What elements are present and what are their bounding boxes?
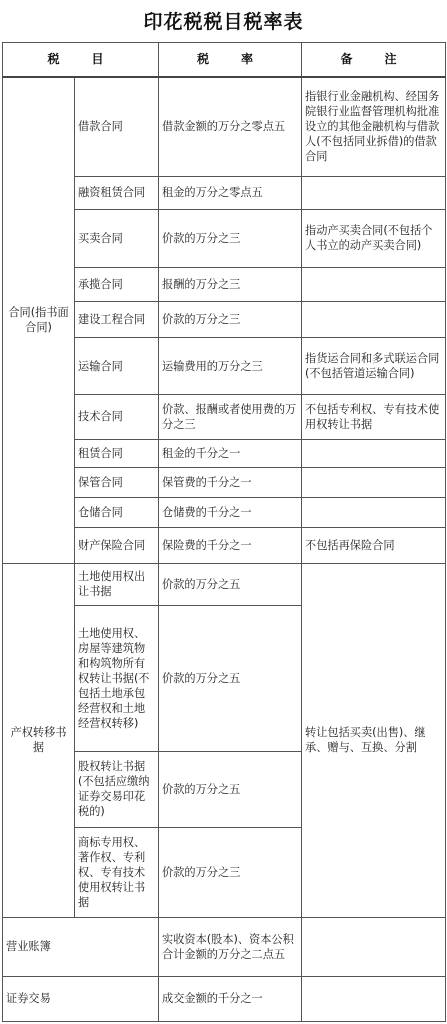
rate-cell: 租金的万分之零点五 [159, 176, 302, 209]
item-cell: 保管合同 [75, 468, 159, 498]
rate-cell: 借款金额的万分之零点五 [159, 77, 302, 177]
item-cell: 租赁合同 [75, 439, 159, 467]
item-cell: 财产保险合同 [75, 528, 159, 563]
rate-cell: 价款的万分之三 [159, 827, 302, 917]
rate-cell: 价款的万分之三 [159, 209, 302, 267]
note-cell: 指货运合同和多式联运合同(不包括管道运输合同) [302, 338, 446, 394]
note-cell [302, 498, 446, 528]
rate-cell: 保管费的千分之一 [159, 468, 302, 498]
header-rate: 税 率 [159, 43, 302, 77]
item-cell: 仓储合同 [75, 498, 159, 528]
tax-rate-table [2, 42, 446, 1022]
item-cell-ledger: 营业账簿 [3, 918, 159, 976]
note-cell [302, 176, 446, 209]
note-cell [302, 918, 446, 976]
item-cell: 运输合同 [75, 338, 159, 394]
item-cell: 借款合同 [75, 77, 159, 177]
item-cell: 土地使用权、房屋等建筑物和构筑物所有权转让书据(不包括土地承包经营权和土地经营权转移) [75, 605, 159, 751]
item-cell: 技术合同 [75, 394, 159, 439]
item-cell-securities: 证券交易 [3, 976, 159, 1021]
table-row [3, 77, 446, 177]
header-note: 备 注 [302, 43, 446, 77]
rate-cell: 实收资本(股本)、资本公积合计金额的万分之二点五 [159, 918, 302, 976]
note-cell: 指动产买卖合同(不包括个人书立的动产买卖合同) [302, 209, 446, 267]
note-cell [302, 439, 446, 467]
note-cell: 不包括专利权、专有技术使用权转让书据 [302, 394, 446, 439]
rate-cell: 价款、报酬或者使用费的万分之三 [159, 394, 302, 439]
rate-cell: 价款的万分之五 [159, 563, 302, 605]
note-cell: 指银行业金融机构、经国务院银行业监督管理机构批准设立的其他金融机构与借款人(不包括同业拆借)的借款合同 [302, 77, 446, 177]
header-row [3, 43, 446, 77]
note-cell-transfer: 转让包括买卖(出售)、继承、赠与、互换、分割 [302, 563, 446, 918]
document-title: 印花税税目税率表 [143, 10, 304, 33]
rate-cell: 报酬的万分之三 [159, 268, 302, 302]
item-cell: 买卖合同 [75, 209, 159, 267]
item-cell: 承揽合同 [75, 268, 159, 302]
table-row [3, 918, 446, 976]
rate-cell: 租金的千分之一 [159, 439, 302, 467]
header-item: 税 目 [3, 43, 159, 77]
rate-cell: 价款的万分之五 [159, 751, 302, 827]
rate-cell: 运输费用的万分之三 [159, 338, 302, 394]
item-cell: 商标专用权、著作权、专利权、专有技术使用权转让书据 [75, 827, 159, 917]
item-cell: 建设工程合同 [75, 302, 159, 338]
note-cell: 不包括再保险合同 [302, 528, 446, 563]
item-cell: 融资租赁合同 [75, 176, 159, 209]
item-cell: 股权转让书据(不包括应缴纳证券交易印花税的) [75, 751, 159, 827]
note-cell [302, 976, 446, 1021]
item-cell: 土地使用权出让书据 [75, 563, 159, 605]
note-cell [302, 302, 446, 338]
rate-cell: 成交金额的千分之一 [159, 976, 302, 1021]
category-transfer: 产权转移书据 [3, 563, 75, 918]
table-row [3, 563, 446, 605]
rate-cell: 保险费的千分之一 [159, 528, 302, 563]
category-contract: 合同(指书面合同) [3, 77, 75, 563]
rate-cell: 仓储费的千分之一 [159, 498, 302, 528]
note-cell [302, 468, 446, 498]
table-row [3, 976, 446, 1021]
rate-cell: 价款的万分之五 [159, 605, 302, 751]
note-cell [302, 268, 446, 302]
rate-cell: 价款的万分之三 [159, 302, 302, 338]
